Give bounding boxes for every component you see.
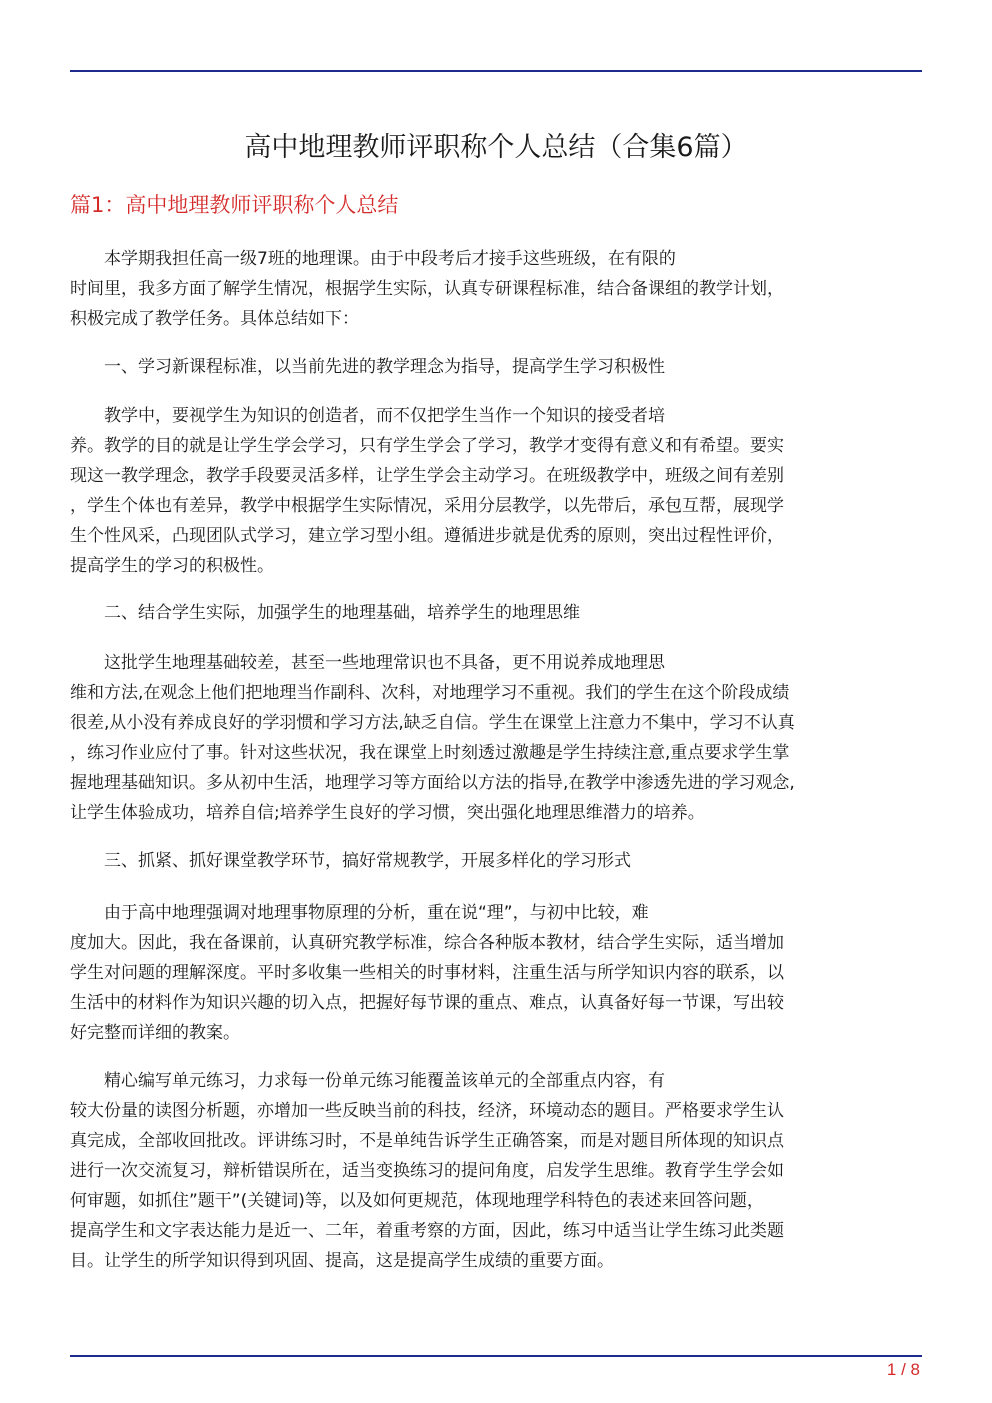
heading-two: 二、结合学生实际，加强学生的地理基础，培养学生的地理思维 <box>70 603 580 623</box>
header-rule <box>70 70 922 72</box>
paragraph-teaching-concept: 教学中，要视学生为知识的创造者，而不仅把学生当作一个知识的接受者培 养。教学的目的就是让学生学会学习，只有学生学会了学习，教学才变得有意义和有希望。要实 现这一教学理念，教学手段要灵活多样，让学生学会主动学习。在班级教学中，班级之间有差别 ，学生个体也有差异，教学中根据学生实际情况，采用分层教学，以先带后，承包互帮，展现学 生个性风采，凸现团队式学习，建立学习型小组。遵循进步就是优秀的原则，突出过程性评价， 提高学生的学习的积极性。 <box>70 406 784 576</box>
paragraph-student-basics: 这批学生地理基础较差，甚至一些地理常识也不具备，更不用说养成地理思 维和方法,在观念上他们把地理当作副科、次科，对地理学习不重视。我们的学生在这个阶段成绩 很差,从小没有养成良好的学羽惯和学习方法,缺乏自信。学生在课堂上注意力不集中，学习不认真 ，练习作业应付了事。针对这些状况，我在课堂上时刻透过激趣是学生持续注意,重点要求学生掌 握地理基础知识。多从初中生活，地理学习等方面给以方法的指导,在教学中渗透先进的学习观念, 让学生体验成功，培养自信;培养学生良好的学习惯，突出强化地理思维潜力的培养。 <box>70 653 795 823</box>
heading-one: 一、学习新课程标准，以当前先进的教学理念为指导，提高学生学习积极性 <box>70 357 665 377</box>
paragraph-class-teaching: 由于高中地理强调对地理事物原理的分析，重在说“理”，与初中比较，难 度加大。因此，我在备课前，认真研究教学标准，综合各种版本教材，结合学生实际，适当增加 学生对问题的理解深度。平时多收集一些相关的时事材料，注重生活与所学知识内容的联系，以 生活中的材料作为知识兴趣的切入点，把握好每节课的重点、难点，认真备好每一节课，写出较 好完整而详细的教案。 <box>70 903 784 1043</box>
section-title: 篇1：高中地理教师评职称个人总结 <box>70 193 399 217</box>
paragraph-intro: 本学期我担任高一级7班的地理课。由于中段考后才接手这些班级，在有限的 时间里，我多方面了解学生情况，根据学生实际，认真专研课程标准，结合备课组的教学计划， 积极完成了教学任务。具体总结如下： <box>70 249 784 329</box>
heading-three: 三、抓紧、抓好课堂教学环节，搞好常规教学，开展多样化的学习形式 <box>70 851 631 871</box>
document-title: 高中地理教师评职称个人总结（合集6篇） <box>244 132 748 163</box>
page-number: 1 / 8 <box>886 1360 920 1379</box>
footer-rule <box>70 1355 922 1357</box>
paragraph-unit-exercises: 精心编写单元练习，力求每一份单元练习能覆盖该单元的全部重点内容，有 较大份量的读图分析题，亦增加一些反映当前的科技，经济，环境动态的题目。严格要求学生认 真完成，全部收回批改。评讲练习时，不是单纯告诉学生正确答案，而是对题目所体现的知识点 进行一次交流复习，辩析错误所在，适当变换练习的提问角度，启发学生思维。教育学生学会如 何审题，如抓住”题干”(关键词)等，以及如何更规范，体现地理学科特色的表述来回答问题， 提高学生和文字表达能力是近一、二年，着重考察的方面，因此，练习中适当让学生练习此类题 目。让学生的所学知识得到巩固、提高，这是提高学生成绩的重要方面。 <box>70 1071 784 1271</box>
